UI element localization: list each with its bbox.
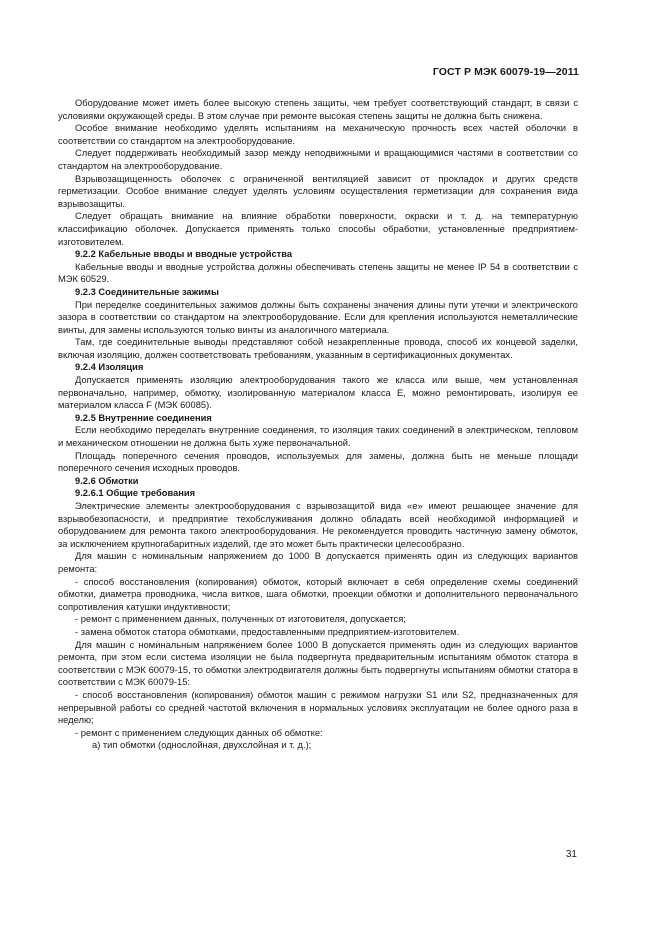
paragraph: Электрические элементы электрооборудования с взрывозащитой вида «е» имеют решающее значение для взрывобезопасности, и предприятие техобслуживания должно обладать всей необходимой информацией и оборудованием для ремонта такого электрооборудования. Не рекомендуется проводить частичную замену обмоток, за исключением крупногабаритных изделий, где это может быть практически целесообразно. (58, 501, 578, 549)
paragraph: Если необходимо переделать внутренние соединения, то изоляция таких соединений в электрическом, тепловом и механическом отношении не должна быть хуже первоначальной. (58, 425, 578, 449)
paragraph: Площадь поперечного сечения проводов, используемых для замены, должна быть не меньше площади поперечного сечения исходных проводов. (58, 450, 578, 474)
list-item: - ремонт с применением следующих данных об обмотке: (75, 727, 323, 738)
section-heading: 9.2.3 Соединительные зажимы (75, 286, 219, 297)
list-item: - способ восстановления (копирования) обмоток, который включает в себя определение схемы соединений обмотки, диаметра проводника, числа витков, шага обмотки, проекции обмотки и дополнительного первоначального сопротивления катушки индуктивности; (58, 576, 578, 612)
section-heading: 9.2.4 Изоляция (75, 362, 144, 373)
paragraph: Кабельные вводы и вводные устройства должны обеспечивать степень защиты не менее IP 54 в соответствии с МЭК 60529. (58, 261, 578, 285)
section-heading: 9.2.6 Обмотки (75, 475, 139, 486)
paragraph: При переделке соединительных зажимов должны быть сохранены значения длины пути утечки и электрического зазора в соответствии со стандартом на электрооборудование. Если для крепления используются неметаллические винты, для замены используются только винты из аналогичного материала. (58, 299, 578, 335)
paragraph: Для машин с номинальным напряжением до 1000 В допускается применять один из следующих вариантов ремонта: (58, 551, 578, 574)
section-heading: 9.2.2 Кабельные вводы и вводные устройства (75, 249, 293, 260)
list-item: - замена обмоток статора обмотками, предоставленными предприятием-изготовителем. (75, 626, 460, 637)
page-number: 31 (565, 849, 577, 860)
paragraph: Следует обращать внимание на влияние обработки поверхности, окраски и т. д. на температурную классификацию оболочек. Допускается применять только способы обработки, установленные предприятием-изготовителем. (58, 211, 578, 247)
document-header: ГОСТ Р МЭК 60079-19—2011 (432, 66, 579, 78)
section-heading: 9.2.5 Внутренние соединения (75, 412, 212, 423)
paragraph: Особое внимание необходимо уделять испытаниям на механическую прочность всех частей оболочки в соответствии со стандартом на электрооборудование. (58, 123, 578, 146)
list-item: - способ восстановления (копирования) обмоток машин с режимом нагрузки S1 или S2, предназначенных для непрерывной работы со средней частотой включения в нормальных условиях эксплуатации не более одного раза в неделю; (58, 689, 578, 726)
paragraph: Взрывозащищенность оболочек с ограниченной вентиляцией зависит от прокладок и других средств герметизации. Особое внимание следует уделять условиям осуществления герметизации для сохранения вида взрывозащиты. (58, 173, 578, 209)
paragraph: Оборудование может иметь более высокую степень защиты, чем требует соответствующий стандарт, в связи с условиями окружающей среды. В этом случае при ремонте высокая степень защиты не должна быть снижена. (58, 98, 578, 121)
paragraph: Для машин с номинальным напряжением более 1000 В допускается применять один из следующих вариантов ремонта, при этом если система изоляции не была подвергнута предварительным испытаниям обмоток статора в соответствии с МЭК 60079-15, то обмотки электродвигателя должны быть подвергнуты испытаниям обмотки статора в соответствии с МЭК 60079-15: (58, 639, 578, 688)
document-body (58, 97, 578, 752)
list-item: - ремонт с применением данных, полученных от изготовителя, допускается; (75, 614, 406, 625)
paragraph: Допускается применять изоляцию электрооборудования такого же класса или выше, чем установленная первоначально, например, обмотку, изолированную материалом класса E, можно ремонтировать, изолируя ее материалом класса F (МЭК 60085). (58, 375, 578, 411)
section-heading: 9.2.6.1 Общие требования (75, 488, 196, 499)
paragraph: Там, где соединительные выводы представляют собой незакрепленные провода, способ их концевой заделки, включая изоляцию, должен соответствовать требованиям, указанным в сертификационных документах. (58, 337, 578, 360)
sub-list-item: а) тип обмотки (однослойная, двухслойная и т. д.); (92, 740, 312, 751)
paragraph: Следует поддерживать необходимый зазор между неподвижными и вращающимися частями в соответствии со стандартом на электрооборудование. (58, 148, 578, 171)
